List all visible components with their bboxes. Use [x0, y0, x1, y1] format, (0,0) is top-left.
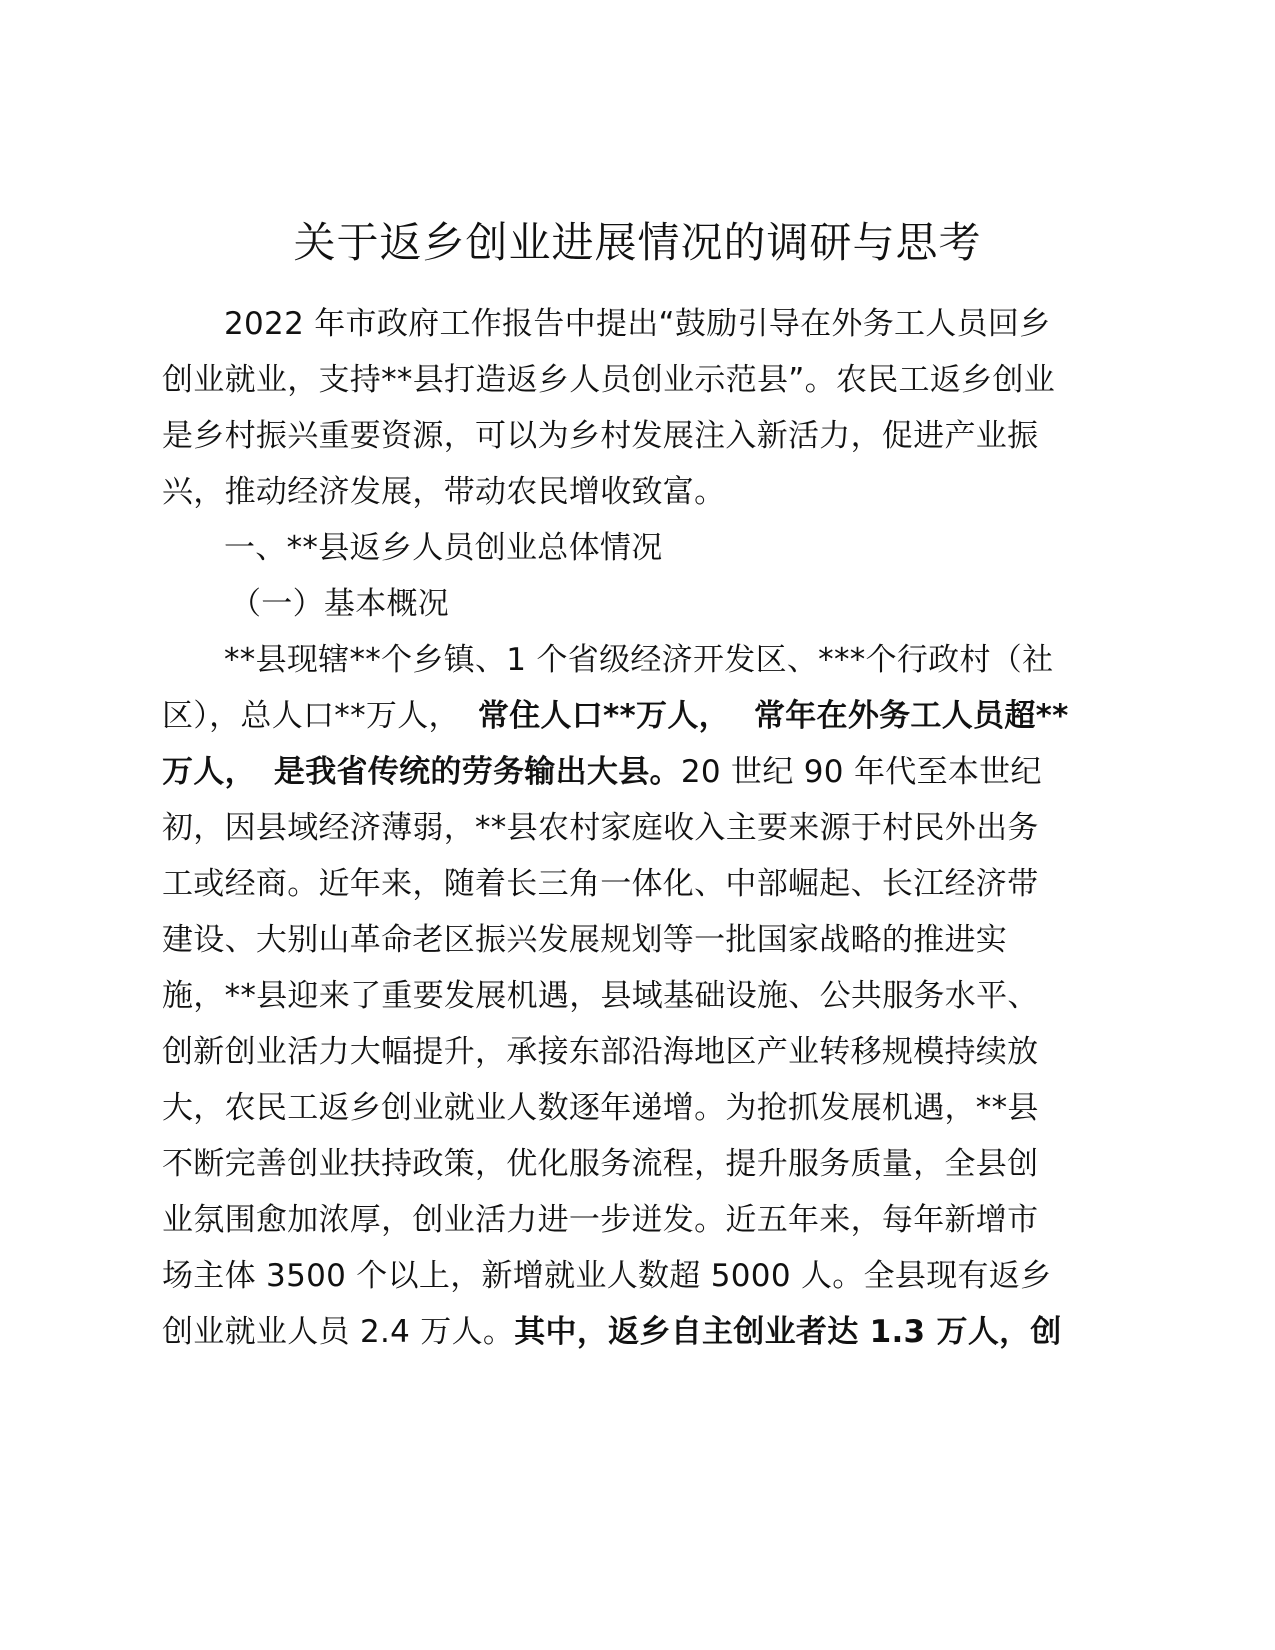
paragraph-line: **县现辖**个乡镇、1 个省级经济开发区、***个行政村（社: [224, 642, 1054, 678]
paragraph-line-mixed: [162, 696, 1069, 736]
paragraph-line: 创新创业活力大幅提升，承接东部沿海地区产业转移规模持续放: [162, 1034, 1039, 1070]
paragraph-text: 20 世纪 90 年代至本世纪: [680, 754, 1042, 790]
paragraph-emphasis: 常年在外务工人员超**: [753, 698, 1069, 734]
paragraph-line: 大，农民工返乡创业就业人数逐年递增。为抢抓发展机遇，**县: [162, 1090, 1039, 1126]
paragraph-line: 2022 年市政府工作报告中提出“鼓励引导在外务工人员回乡: [224, 306, 1051, 342]
subsection-heading: （一）基本概况: [230, 586, 450, 622]
document-title: 关于返乡创业进展情况的调研与思考: [293, 218, 982, 267]
paragraph-emphasis: 万人，: [162, 754, 256, 790]
paragraph-text: 区），总人口**万人，: [162, 698, 460, 734]
section-heading: 一、**县返乡人员创业总体情况: [224, 530, 663, 566]
paragraph-line-mixed: [162, 752, 1042, 792]
paragraph-line: 工或经商。近年来，随着长三角一体化、中部崛起、长江经济带: [162, 866, 1039, 902]
paragraph-line: 业氛围愈加浓厚，创业活力进一步迸发。近五年来，每年新增市: [162, 1202, 1039, 1238]
paragraph-line: 不断完善创业扶持政策，优化服务流程，提升服务质量，全县创: [162, 1146, 1039, 1182]
paragraph-emphasis: 常住人口**万人，: [477, 698, 730, 734]
paragraph-line: 建设、大别山革命老区振兴发展规划等一批国家战略的推进实: [162, 922, 1008, 958]
paragraph-line-mixed: [162, 1312, 1062, 1352]
paragraph-line: 初，因县域经济薄弱，**县农村家庭收入主要来源于村民外出务: [162, 810, 1039, 846]
paragraph-line: 是乡村振兴重要资源，可以为乡村发展注入新活力，促进产业振: [162, 418, 1039, 454]
paragraph-line: 施，**县迎来了重要发展机遇，县域基础设施、公共服务水平、: [162, 978, 1039, 1014]
paragraph-line: 场主体 3500 个以上，新增就业人数超 5000 人。全县现有返乡: [162, 1258, 1052, 1294]
paragraph-line: 兴，推动经济发展，带动农民增收致富。: [162, 474, 726, 510]
paragraph-text: 创业就业人员 2.4 万人。: [162, 1314, 515, 1350]
paragraph-emphasis: 是我省传统的劳务输出大县。: [273, 754, 681, 790]
paragraph-line: 创业就业，支持**县打造返乡人员创业示范县”。农民工返乡创业: [162, 362, 1056, 398]
paragraph-emphasis: 其中，返乡自主创业者达 1.3 万人，创: [514, 1314, 1062, 1350]
